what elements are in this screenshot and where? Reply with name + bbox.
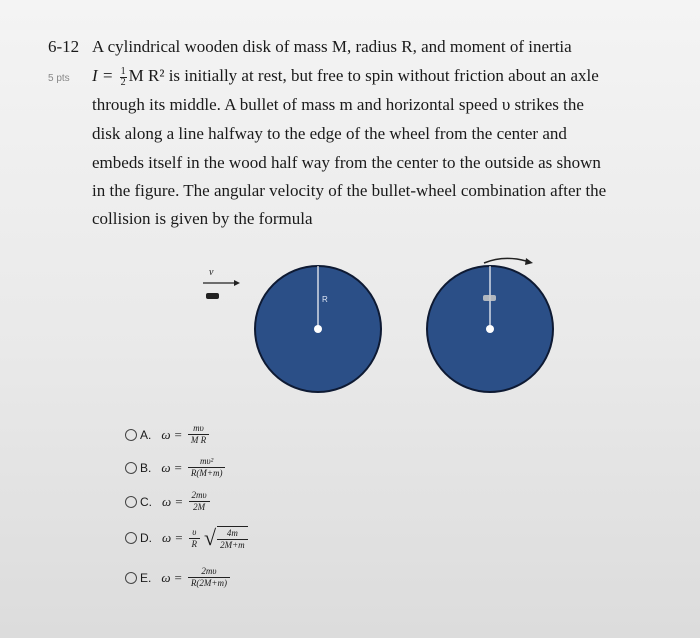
formula-fraction: $\frac{\upsilon}{R}$ bbox=[189, 527, 201, 550]
radio-button[interactable] bbox=[125, 532, 137, 544]
bullet-icon bbox=[206, 293, 219, 299]
omega-symbol: ω bbox=[161, 426, 171, 442]
radio-button[interactable] bbox=[125, 429, 137, 441]
question-line-2-text: M R² is initially at rest, but free to spin without friction about an axle bbox=[128, 66, 599, 85]
disk-before bbox=[255, 266, 381, 392]
option-letter: E. bbox=[140, 570, 152, 585]
question-line-2 bbox=[92, 66, 599, 88]
embedded-bullet bbox=[483, 295, 496, 301]
formula-fraction: $\frac{2m\upsilon}{R(2M+m)}$ bbox=[188, 566, 230, 589]
velocity-label: v bbox=[209, 267, 214, 278]
rotation-arrow bbox=[484, 258, 526, 263]
question-line-3: through its middle. A bullet of mass m and horizontal speed υ strikes the bbox=[92, 95, 584, 114]
question-line-1: A cylindrical wooden disk of mass M, radius R, and moment of inertia bbox=[92, 37, 572, 56]
omega-symbol: ω bbox=[162, 493, 172, 509]
formula-fraction: $\frac{\text{mυ²}}{R(M+m)}$ bbox=[188, 456, 226, 479]
radius-label: R bbox=[322, 295, 328, 304]
equals-sign: = bbox=[175, 530, 183, 545]
equals-sign: = bbox=[174, 569, 182, 585]
equals-sign: = bbox=[174, 459, 182, 475]
radio-button[interactable] bbox=[125, 496, 137, 508]
option-letter: B. bbox=[140, 460, 152, 475]
sqrt-radicand: $\frac{4m}{2M+m}$ bbox=[217, 526, 248, 551]
option-letter: D. bbox=[140, 531, 152, 545]
question-line-6: in the figure. The angular velocity of the bullet-wheel combination after the bbox=[92, 181, 607, 200]
omega-symbol: ω bbox=[161, 569, 171, 585]
equals-sign: = bbox=[174, 426, 182, 442]
option-letter: C. bbox=[140, 494, 152, 509]
option-a[interactable] bbox=[125, 423, 209, 446]
inertia-symbol: I = bbox=[92, 66, 118, 85]
question-line-7: collision is given by the formula bbox=[92, 209, 313, 228]
question-line-5: embeds itself in the wood half way from the center to the outside as shown bbox=[92, 153, 601, 172]
axle-dot bbox=[314, 325, 322, 333]
points-label: 5 pts bbox=[48, 73, 70, 84]
omega-symbol: ω bbox=[162, 530, 172, 545]
axle-dot bbox=[486, 325, 494, 333]
bullet-velocity-arrow bbox=[203, 267, 240, 286]
collision-figure bbox=[190, 250, 570, 400]
option-c[interactable] bbox=[125, 490, 210, 513]
option-letter: A. bbox=[140, 427, 152, 442]
radio-button[interactable] bbox=[125, 462, 137, 474]
formula-fraction: $\frac{2m\upsilon}{2M}$ bbox=[189, 490, 210, 513]
option-e[interactable] bbox=[125, 566, 230, 589]
option-b[interactable] bbox=[125, 456, 225, 479]
formula-fraction: $\frac{m\upsilon}{\text{M R}}$ bbox=[188, 423, 209, 446]
half-fraction: $\frac{1}{2}$ bbox=[120, 65, 126, 88]
equals-sign: = bbox=[175, 493, 183, 509]
radio-button[interactable] bbox=[125, 572, 137, 584]
disk-after bbox=[427, 258, 553, 392]
omega-symbol: ω bbox=[161, 459, 171, 475]
sqrt-symbol: √ bbox=[204, 525, 217, 550]
option-d[interactable] bbox=[125, 525, 248, 551]
question-line-4: disk along a line halfway to the edge of the wheel from the center and bbox=[92, 124, 567, 143]
question-number: 6-12 bbox=[48, 37, 80, 56]
